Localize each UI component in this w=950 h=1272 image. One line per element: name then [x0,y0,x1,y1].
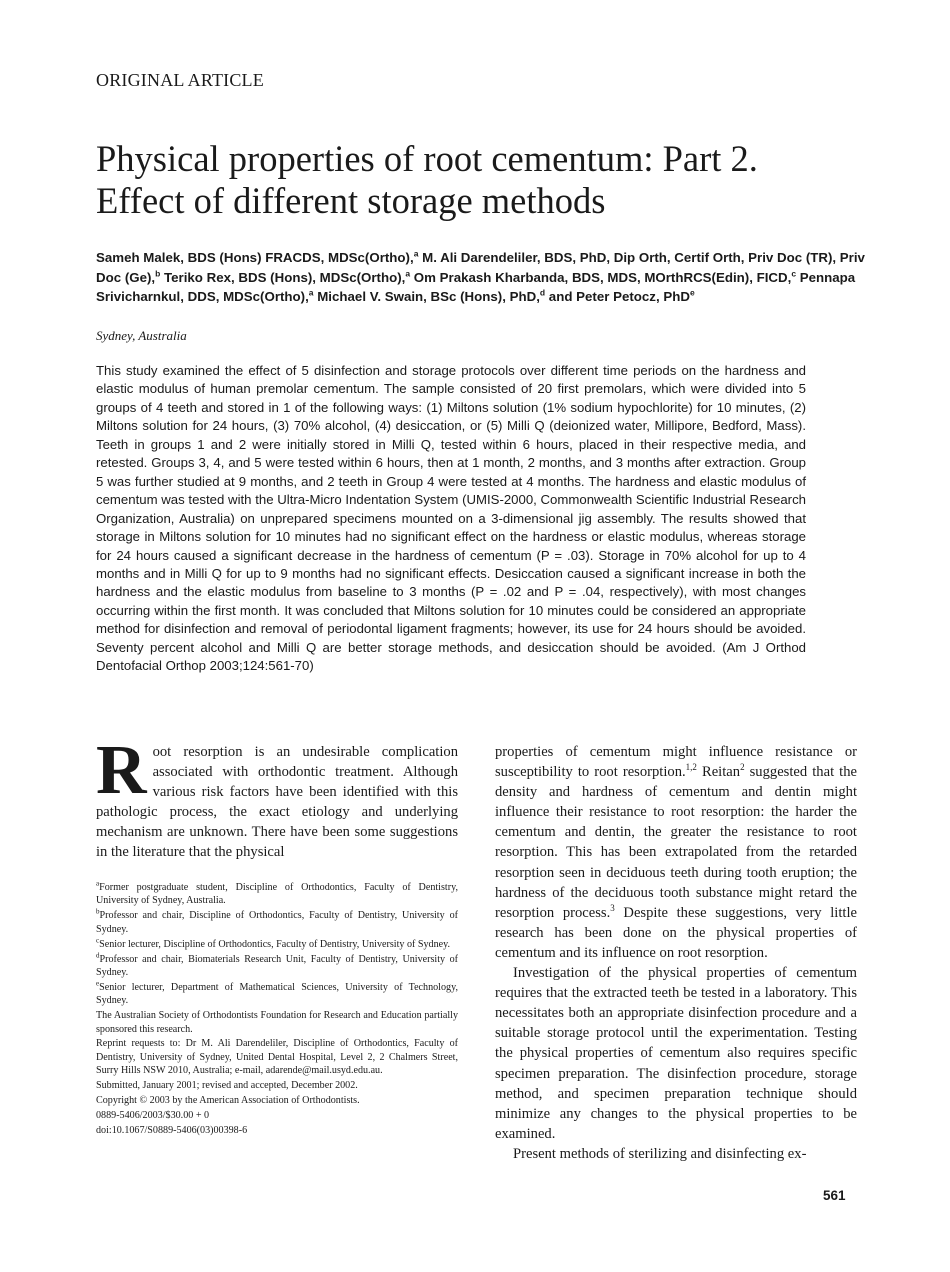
drop-cap: R [96,732,147,809]
copyright-note: Copyright © 2003 by the American Association of Orthodontists. [96,1095,360,1107]
footnote-text: Former postgraduate student, Discipline of Orthodontics, Faculty of Dentistry, University of Sydney, Australia. [96,882,458,907]
footnote-mark: c [96,936,100,945]
author-name: M. Ali Darendeliler, BDS, PhD, Dip Orth, Certif Orth, Priv Doc (TR), Priv Doc (Ge), [96,250,865,285]
body-column-right [495,742,857,1164]
body-column-left [96,732,458,863]
title-line-2: Effect of different storage methods [96,180,606,221]
affiliation-footnote [96,909,458,936]
paragraph-run: suggested that the density and hardness of cementum and dentin might influence their resistance to root resorption: the harder the cementum and dentin, the greater the resistance to root resorption. This has been extrapolated from the retarded resorption seen in deciduous teeth during tooth eruption; the hardness of the deciduous tooth substance might retard the resorption process. [495,764,857,921]
footnote-text: Professor and chair, Discipline of Orthodontics, Faculty of Dentistry, University of Sydney. [96,910,458,935]
author-name: Om Prakash Kharbanda, BDS, MDS, MOrthRCS(Edin), FICD, [413,269,792,285]
footnote-text: Senior lecturer, Department of Mathematical Sciences, University of Technology, Sydney. [96,981,458,1007]
intro-paragraph-text: oot resorption is an undesirable complication associated with orthodontic treatment. Although various risk factors have been identified with this pathologic process, the exact etiology and underlying mechanism are unknown. There have been some suggestions in the literature that the physical [96,744,458,861]
author-location: Sydney, Australia [96,328,187,343]
doi: doi:10.1067/S0889-5406(03)00398-6 [96,1124,248,1136]
page-number: 561 [823,1188,846,1203]
author-name: Pennapa Srivicharnkul, DDS, MDSc(Ortho), [96,269,856,305]
footnote-mark: e [96,979,100,988]
body-paragraph: Investigation of the physical properties of cementum requires that the extracted teeth be tested in a laboratory. This necessitates both an appropriate disinfection procedure and a suitable storage protocol until the experimentation. Testing the physical properties of cementum also requires specific specimen preparation. The disinfection procedure, storage method, and specimen preparation technique should minimize any changes to the physical properties to be examined. [495,965,857,1142]
citation-ref: 1,2 [685,762,697,773]
author-name: and Peter Petocz, PhD [548,289,690,305]
footnote-mark: a [96,879,100,888]
author-affiliation-mark: e [689,287,695,298]
author-list [96,248,866,307]
body-paragraph: Present methods of sterilizing and disinfecting ex- [513,1145,807,1162]
footnote-text: Senior lecturer, Discipline of Orthodontics, Faculty of Dentistry, University of Sydney. [99,938,451,950]
article-title [96,138,886,222]
body-paragraph [495,742,857,963]
author-affiliation-mark: a [405,268,411,279]
funding-note: The Australian Society of Orthodontists Foundation for Research and Education partially sponsored this research. [96,1010,458,1035]
footnote-mark: d [96,951,100,960]
section-label: ORIGINAL ARTICLE [96,70,264,90]
affiliation-footnote [96,981,458,1008]
reprint-note: Reprint requests to: Dr M. Ali Darendeliler, Discipline of Orthodontics, Faculty of Dentistry, University of Sydney, United Dental Hospital, Level 2, 2 Chalmers Street, Surry Hills NSW 2010, Australia; e-mail, adarende@mail.usyd.edu.au. [96,1038,458,1077]
title-line-1: Physical properties of root cementum: Part 2. [96,138,758,179]
author-name: Michael V. Swain, BSc (Hons), PhD, [317,289,540,305]
affiliation-footnote [96,938,458,951]
author-affiliation-mark: c [791,268,797,279]
author-affiliation-mark: d [539,287,546,298]
author-affiliation-mark: a [308,287,314,298]
footnotes [96,881,458,1139]
paragraph-run: Reitan [696,764,741,781]
author-name: Teriko Rex, BDS (Hons), MDSc(Ortho), [164,269,406,285]
abstract: This study examined the effect of 5 disinfection and storage protocols over different time periods on the hardness and elastic modulus of human premolar cementum. The sample consisted of 20 first premolars, which were divided into 5 groups of 4 teeth and stored in 1 of the following ways: (1) Miltons solution (1% sodium hypochlorite) for 10 minutes, (2) Miltons solution for 24 hours, (3) 70% alcohol, (4) desiccation, or (5) Milli Q (deionized water, Millipore, Bedford, Mass). Teeth in groups 1 and 2 were initially stored in Milli Q, tested within 6 hours, placed in their respective media, and retested. Groups 3, 4, and 5 were tested within 6 hours, then at 1 month, 2 months, and 3 months after extraction. Group 5 was further studied at 9 months, and 2 teeth in Group 4 were tested at 4 months. The hardness and elastic modulus of cementum was tested with the Ultra-Micro Indentation System (UMIS-2000, Commonwealth Scientific Industrial Research Organization, Australia) on unprepared specimens mounted on a 3-dimensional jig assembly. The results showed that storage in Miltons solution for 10 minutes had no significant effect on the hardness or elastic modulus, whereas storage for 24 hours caused a significant decrease in the hardness of cementum (P = .03). Storage in 70% alcohol for up to 4 months and in Milli Q for up to 9 months had no significant effects. Desiccation caused a significant increase in both the hardness and the elastic modulus from baseline to 3 months (P = .02 and P = .04, respectively), with most changes occurring within the first month. It was concluded that Miltons solution for 10 minutes could be considered an appropriate method for disinfection and removal of periodontal ligament fragments; however, its use for 24 hours should be avoided. Seventy percent alcohol and Milli Q are better storage methods, and desiccation should be avoided. (Am J Orthod Dentofacial Orthop 2003;124:561-70) [96,363,806,674]
footnote-text: Professor and chair, Biomaterials Research Unit, Faculty of Dentistry, University of Sydney. [96,953,458,978]
footnote-mark: b [96,907,100,916]
author-name: Sameh Malek, BDS (Hons) FRACDS, MDSc(Ortho), [96,250,414,265]
citation-ref: 3 [610,902,615,913]
submission-dates: Submitted, January 2001; revised and accepted, December 2002. [96,1080,358,1092]
issn-price: 0889-5406/2003/$30.00 + 0 [96,1110,210,1121]
affiliation-footnote [96,881,458,908]
intro-paragraph [96,732,458,863]
author-affiliation-mark: a [413,248,419,259]
affiliation-footnote [96,953,458,980]
paragraph-run: properties of cementum might influence resistance or susceptibility to root resorption. [495,744,857,781]
citation-ref: 2 [740,762,745,773]
paragraph-run: Despite these suggestions, very little research has been done on the physical properties of cementum and its influence on root resorption. [495,904,857,961]
author-affiliation-mark: b [155,268,161,279]
